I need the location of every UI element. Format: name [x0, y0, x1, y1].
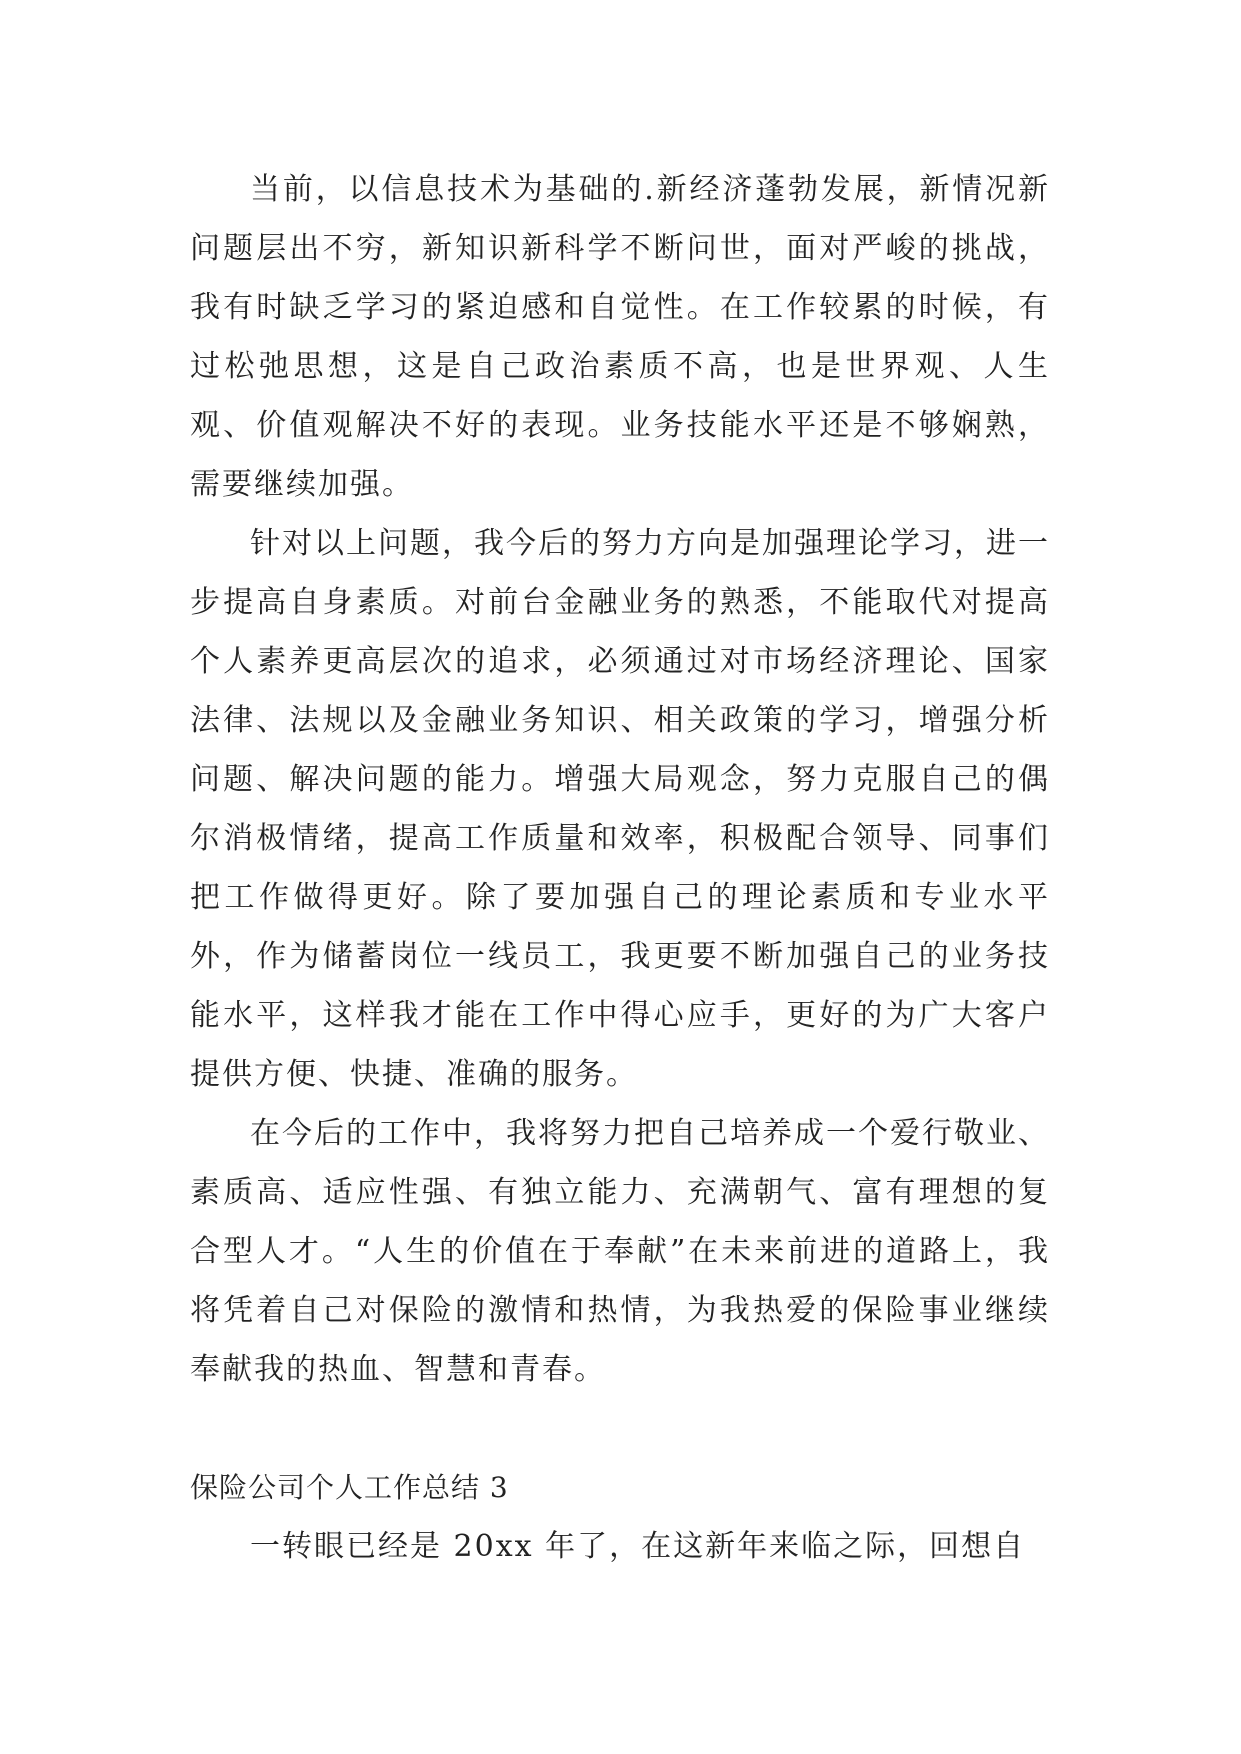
paragraph-3: 在今后的工作中，我将努力把自己培养成一个爱行敬业、素质高、适应性强、有独立能力、充满朝气、富有理想的复合型人才。“人生的价值在于奉献”在未来前进的道路上，我将凭着自己对保险的激情和热情，为我热爱的保险事业继续奉献我的热血、智慧和青春。	[190, 1116, 1050, 1387]
section-first-paragraph: 一转眼已经是 20xx 年了，在这新年来临之际，回想自	[250, 1529, 1026, 1564]
paragraph-2: 针对以上问题，我今后的努力方向是加强理论学习，进一步提高自身素质。对前台金融业务的熟悉，不能取代对提高个人素养更高层次的追求，必须通过对市场经济理论、国家法律、法规以及金融业务知识、相关政策的学习，增强分析问题、解决问题的能力。增强大局观念，努力克服自己的偶尔消极情绪，提高工作质量和效率，积极配合领导、同事们把工作做得更好。除了要加强自己的理论素质和专业水平外，作为储蓄岗位一线员工，我更要不断加强自己的业务技能水平，这样我才能在工作中得心应手，更好的为广大客户提供方便、快捷、准确的服务。	[190, 526, 1050, 1092]
document-body	[190, 160, 1050, 1576]
paragraph-1: 当前，以信息技术为基础的.新经济蓬勃发展，新情况新问题层出不穷，新知识新科学不断问世，面对严峻的挑战，我有时缺乏学习的紧迫感和自觉性。在工作较累的时候，有过松弛思想，这是自己政治素质不高，也是世界观、人生观、价值观解决不好的表现。业务技能水平还是不够娴熟，需要继续加强。	[190, 172, 1050, 502]
section-heading: 保险公司个人工作总结 3	[190, 1471, 509, 1504]
